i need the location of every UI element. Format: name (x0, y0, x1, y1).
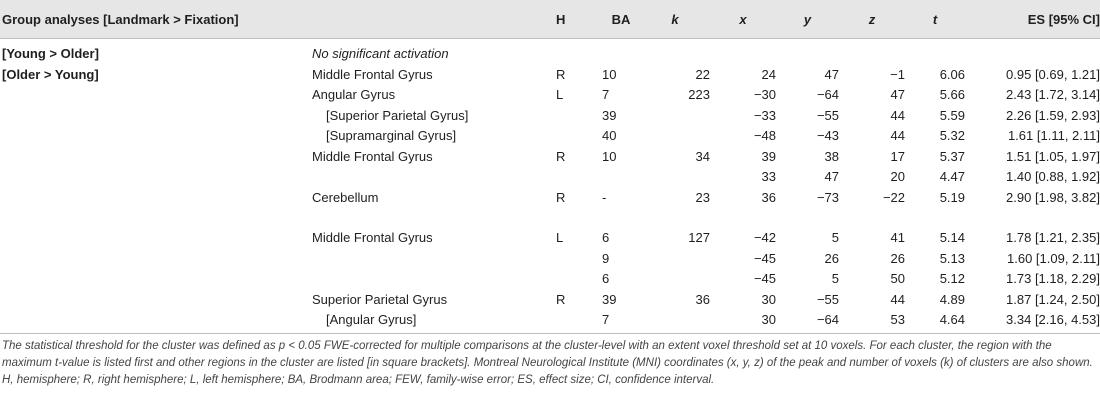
cell-k: 22 (695, 66, 710, 82)
cell-x: 24 (761, 66, 776, 82)
cell-es: 1.61 [1.11, 2.11] (1007, 128, 1100, 144)
cell-h (556, 269, 602, 290)
cell-k (640, 126, 710, 147)
cell-ba: 10 (602, 148, 617, 164)
cell-x: 30 (761, 291, 776, 307)
cell-ba: 7 (602, 310, 640, 333)
table-row (0, 310, 1100, 333)
table-row (0, 188, 1100, 209)
table-row (0, 147, 1100, 168)
cell-y: 47 (824, 66, 839, 82)
cell-t: 5.32 (939, 128, 965, 144)
cell-z: −1 (890, 66, 905, 82)
cell-es: 1.51 [1.05, 1.97] (1006, 148, 1100, 164)
table-header (0, 0, 1100, 39)
cell-k (640, 249, 710, 270)
cell-k (640, 310, 710, 333)
cell-es: 2.43 [1.72, 3.14] (1006, 87, 1100, 103)
cell-z: 44 (890, 107, 905, 123)
cell-region: Middle Frontal Gyrus (312, 230, 433, 246)
cell-ba: 39 (602, 107, 617, 123)
cell-y: 5 (831, 230, 839, 246)
header-group: Group analyses [Landmark > Fixation] (0, 0, 312, 39)
cell-es: 1.78 [1.21, 2.35] (1006, 230, 1100, 246)
cell-k: 223 (688, 87, 710, 103)
cell-ba: 6 (602, 271, 610, 287)
table-body (0, 39, 1100, 334)
cell-es: 1.60 [1.09, 2.11] (1007, 250, 1100, 266)
cell-group (0, 188, 312, 209)
table-row (0, 249, 1100, 270)
cell-group (0, 269, 312, 290)
cell-es: 2.26 [1.59, 2.93] (1006, 107, 1100, 123)
cell-y: −64 (816, 87, 839, 103)
cell-ba: 9 (602, 250, 610, 266)
cell-h (556, 249, 602, 270)
cell-x: 30 (710, 310, 776, 333)
table-row (0, 269, 1100, 290)
cell-group (0, 249, 312, 270)
cell-group (0, 290, 312, 311)
cell-k: 34 (695, 148, 710, 164)
cell-region: Angular Gyrus (312, 87, 396, 103)
cell-group (0, 147, 312, 168)
cell-z: 41 (890, 230, 905, 246)
cell-t: 4.47 (939, 169, 965, 185)
cell-h: R (556, 291, 566, 307)
cell-k (640, 269, 710, 290)
cell-t: 4.64 (905, 310, 965, 333)
cell-y: −64 (776, 310, 839, 333)
cell-region: Middle Frontal Gyrus (312, 66, 433, 82)
cell-h: R (556, 66, 566, 82)
cell-z: 50 (890, 271, 905, 287)
header-z: z (839, 0, 905, 39)
header-es: ES [95% CI] (965, 0, 1100, 39)
cell-group (0, 167, 312, 188)
cell-z: −22 (882, 189, 905, 205)
cell-x: −45 (753, 271, 776, 287)
cell-z (839, 39, 905, 65)
cell-t: 5.19 (939, 189, 965, 205)
cell-h: R (556, 148, 566, 164)
cell-group: [Older > Young] (2, 66, 99, 82)
cell-k: 23 (695, 189, 710, 205)
header-x: x (710, 0, 776, 39)
table-row (0, 85, 1100, 106)
cell-region: [Superior Parietal Gyrus] (326, 107, 469, 123)
cell-k: 127 (688, 230, 710, 246)
cell-x: 36 (761, 189, 776, 205)
header-h: H (556, 0, 602, 39)
cell-t: 5.14 (939, 230, 965, 246)
cell-es: 1.73 [1.18, 2.29] (1006, 271, 1100, 287)
cell-es (965, 39, 1100, 65)
cell-h: L (556, 230, 564, 246)
cell-x (710, 39, 776, 65)
cell-ba: 6 (602, 230, 610, 246)
cell-ba: 7 (602, 87, 610, 103)
cell-ba (602, 167, 640, 188)
cell-z: 17 (890, 148, 905, 164)
cell-h (556, 310, 602, 333)
cell-group (0, 85, 312, 106)
cell-region: No significant activation (312, 46, 449, 62)
cell-region: Superior Parietal Gyrus (312, 291, 448, 307)
cell-x: −42 (753, 230, 776, 246)
cell-ba: - (602, 189, 607, 205)
cell-y: 38 (824, 148, 839, 164)
cell-z: 26 (890, 250, 905, 266)
cell-h: R (556, 189, 566, 205)
cell-x: −45 (753, 250, 776, 266)
cell-region: [Angular Gyrus] (326, 312, 417, 328)
cell-region (312, 167, 556, 188)
cell-y: 5 (831, 271, 839, 287)
cell-y: −43 (816, 128, 839, 144)
cell-group (0, 106, 312, 127)
header-ba: BA (602, 0, 640, 39)
cell-region: Cerebellum (312, 189, 379, 205)
cell-ba (602, 39, 640, 65)
cell-z: 47 (890, 87, 905, 103)
table-row (0, 126, 1100, 147)
cell-group (0, 126, 312, 147)
cell-es: 1.87 [1.24, 2.50] (1006, 291, 1100, 307)
cell-h: L (556, 87, 564, 103)
cell-group (0, 228, 312, 249)
cell-t (905, 39, 965, 65)
cell-t: 6.06 (939, 66, 965, 82)
cell-k: 36 (695, 291, 710, 307)
cell-z: 20 (890, 169, 905, 185)
cell-t: 5.13 (939, 250, 965, 266)
cell-y: 47 (824, 169, 839, 185)
cell-x: −33 (753, 107, 776, 123)
cell-y (776, 39, 839, 65)
cell-h (556, 106, 602, 127)
header-t: t (905, 0, 965, 39)
header-k: k (640, 0, 710, 39)
cell-region (312, 249, 556, 270)
cell-h (556, 126, 602, 147)
table-row (0, 228, 1100, 249)
cell-ba: 10 (602, 66, 617, 82)
cell-h (556, 39, 602, 65)
table-row (0, 65, 1100, 86)
cell-es: 3.34 [2.16, 4.53] (965, 310, 1100, 333)
table-row (0, 39, 1100, 65)
cell-y: 26 (824, 250, 839, 266)
cell-k (640, 167, 710, 188)
cell-es: 0.95 [0.69, 1.21] (1006, 66, 1100, 82)
cell-es: 1.40 [0.88, 1.92] (1006, 169, 1100, 185)
cell-region (312, 269, 556, 290)
cell-z: 53 (839, 310, 905, 333)
cell-t: 4.89 (939, 291, 965, 307)
header-region (312, 0, 556, 39)
table-row (0, 290, 1100, 311)
cell-z: 44 (890, 291, 905, 307)
table-spacer-row (0, 208, 1100, 228)
table-footnote: The statistical threshold for the cluster was defined as p < 0.05 FWE-corrected for multiple comparisons at the cluster-level with an extent voxel threshold set at 10 voxels. For each cluster, the region with the maximum t-value is listed first and other regions in the cluster are listed [in square brackets]. Montreal Neurological Institute (MNI) coordinates (x, y, z) of the peak and number of voxels (k) of clusters are also shown. H, hemisphere; R, right hemisphere; L, left hemisphere; BA, Brodmann area; FEW, family-wise error; ES, effect size; CI, confidence interval. (2, 339, 1093, 386)
table-row (0, 167, 1100, 188)
cell-t: 5.12 (939, 271, 965, 287)
cell-ba: 40 (602, 128, 617, 144)
cell-t: 5.59 (939, 107, 965, 123)
cell-group: [Young > Older] (2, 46, 99, 62)
cell-t: 5.37 (939, 148, 965, 164)
cell-x: 33 (761, 169, 776, 185)
cell-z: 44 (890, 128, 905, 144)
cell-k (640, 39, 710, 65)
cell-y: −55 (816, 291, 839, 307)
cell-es: 2.90 [1.98, 3.82] (1006, 189, 1100, 205)
cell-h (556, 167, 602, 188)
cell-t: 5.66 (939, 87, 965, 103)
cell-k (640, 106, 710, 127)
cell-x: −48 (753, 128, 776, 144)
cell-group (0, 310, 312, 333)
cell-y: −73 (816, 189, 839, 205)
header-y: y (776, 0, 839, 39)
cell-region: Middle Frontal Gyrus (312, 148, 433, 164)
table-row (0, 106, 1100, 127)
cell-ba: 39 (602, 291, 617, 307)
cell-x: 39 (761, 148, 776, 164)
cell-x: −30 (753, 87, 776, 103)
cell-region: [Supramarginal Gyrus] (326, 128, 457, 144)
cell-y: −55 (816, 107, 839, 123)
